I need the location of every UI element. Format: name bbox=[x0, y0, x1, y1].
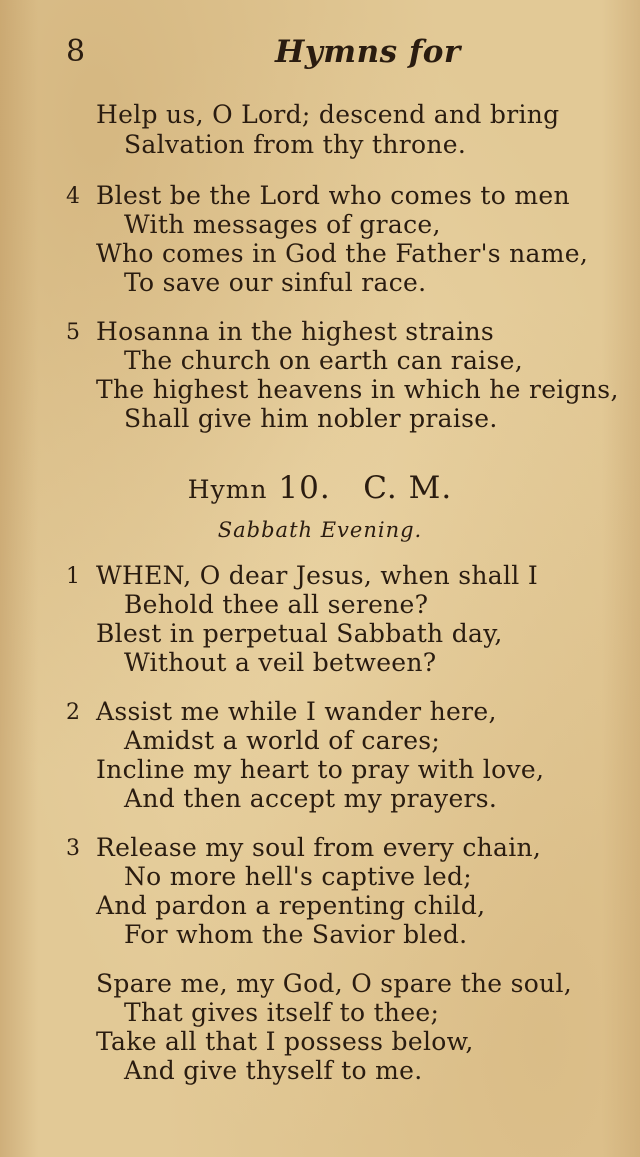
verse-line: Spare me, my God, O spare the soul, bbox=[96, 969, 573, 998]
verse-line: Who comes in God the Father's name, bbox=[96, 239, 589, 268]
stanza-number: 2 bbox=[66, 700, 80, 725]
verse-line: For whom the Savior bled. bbox=[124, 920, 468, 949]
stanza-number: 1 bbox=[66, 564, 80, 589]
verse-line: Hosanna in the highest strains bbox=[96, 317, 495, 346]
verse-line: Behold thee all serene? bbox=[124, 590, 429, 619]
verse-line: Incline my heart to pray with love, bbox=[96, 755, 545, 784]
verse-line: To save our sinful race. bbox=[124, 268, 427, 297]
verse-line: Amidst a world of cares; bbox=[124, 726, 441, 755]
verse-line: Blest be the Lord who comes to men bbox=[96, 181, 570, 210]
verse-line: WHEN, O dear Jesus, when shall I bbox=[96, 561, 539, 590]
page-header bbox=[0, 34, 640, 74]
stanza-number: 5 bbox=[66, 320, 80, 345]
verse-line: Salvation from thy throne. bbox=[124, 130, 467, 159]
verse-line: And then accept my prayers. bbox=[124, 784, 498, 813]
verse-line: No more hell's captive led; bbox=[124, 862, 472, 891]
verse-line: Blest in perpetual Sabbath day, bbox=[96, 619, 503, 648]
running-title: Hymns for bbox=[275, 34, 461, 70]
verse-line: And give thyself to me. bbox=[124, 1056, 423, 1085]
verse-line: Take all that I possess below, bbox=[96, 1027, 474, 1056]
hymn-title bbox=[0, 470, 640, 506]
verse-line: That gives itself to thee; bbox=[124, 998, 440, 1027]
hymn-meter: C. M. bbox=[363, 470, 453, 506]
verse-line: And pardon a repenting child, bbox=[96, 891, 486, 920]
verse-line: Without a veil between? bbox=[124, 648, 437, 677]
verse-line: Shall give him nobler praise. bbox=[124, 404, 498, 433]
hymn-title-word: Hymn bbox=[187, 475, 268, 504]
verse-line: The church on earth can raise, bbox=[124, 346, 523, 375]
verse-line: The highest heavens in which he reigns, bbox=[96, 375, 619, 404]
verse-line: With messages of grace, bbox=[124, 210, 441, 239]
stanza-number: 3 bbox=[66, 836, 80, 861]
verse-line: Release my soul from every chain, bbox=[96, 833, 542, 862]
page-number: 8 bbox=[66, 34, 86, 69]
stanza-number: 4 bbox=[66, 184, 80, 209]
hymn-number: 10. bbox=[278, 470, 331, 506]
hymn-subtitle: Sabbath Evening. bbox=[217, 518, 423, 542]
verse-line: Assist me while I wander here, bbox=[96, 697, 497, 726]
verse-line: Help us, O Lord; descend and bring bbox=[96, 100, 560, 129]
